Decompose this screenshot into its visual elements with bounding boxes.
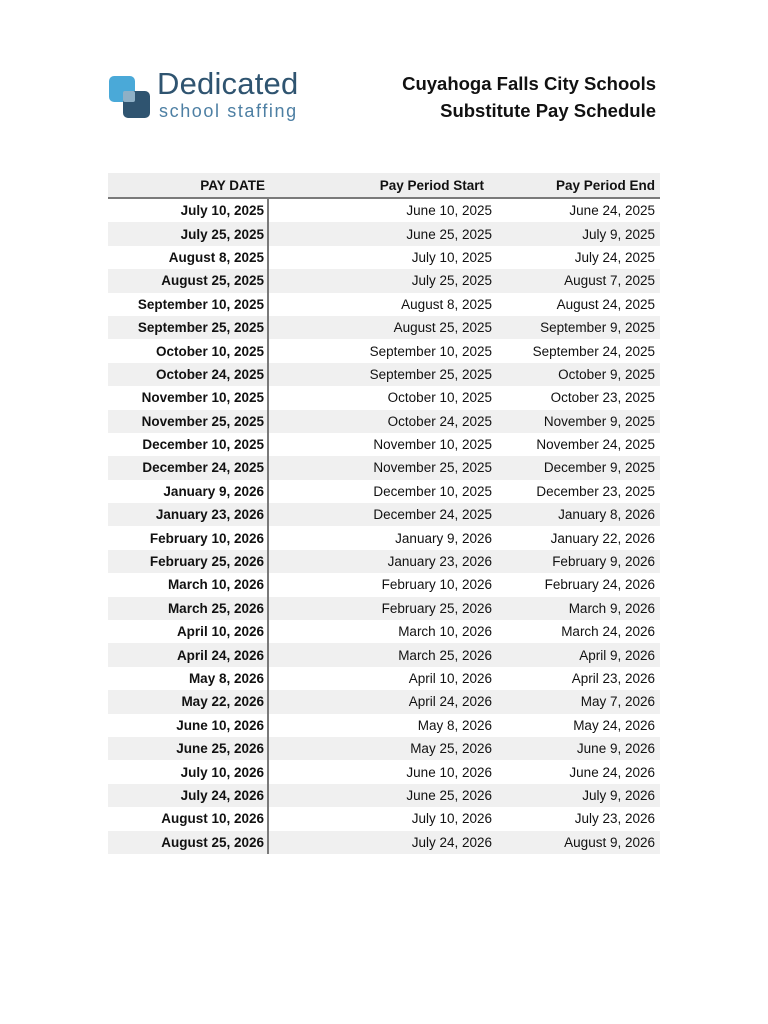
cell-pay-period-end: April 23, 2026 xyxy=(571,671,655,686)
table-header-row xyxy=(108,173,660,199)
table-row xyxy=(108,620,660,643)
cell-pay-period-start: January 9, 2026 xyxy=(395,530,492,546)
cell-pay-period-start: June 25, 2026 xyxy=(406,787,492,803)
cell-pay-date: June 10, 2026 xyxy=(108,714,269,737)
cell-pay-period-end: September 24, 2025 xyxy=(532,343,655,359)
cell-pay-period-start: February 25, 2026 xyxy=(381,600,492,616)
cell-pay-period-end: February 9, 2026 xyxy=(552,554,655,570)
cell-pay-date: February 10, 2026 xyxy=(108,526,269,549)
cell-pay-period-start: June 25, 2025 xyxy=(406,226,492,242)
cell-pay-date: December 24, 2025 xyxy=(108,456,269,479)
cell-pay-period-start: July 10, 2025 xyxy=(411,249,492,265)
table-row xyxy=(108,503,660,526)
cell-pay-period-end: July 9, 2025 xyxy=(582,226,655,242)
company-logo xyxy=(108,66,338,128)
table-row xyxy=(108,573,660,596)
table-row xyxy=(108,643,660,666)
cell-pay-date: August 10, 2026 xyxy=(108,807,269,830)
cell-pay-date: October 10, 2025 xyxy=(108,339,269,362)
cell-pay-period-start: August 8, 2025 xyxy=(401,296,492,312)
cell-pay-period-start: June 10, 2025 xyxy=(406,203,492,219)
table-row xyxy=(108,269,660,292)
table-row xyxy=(108,316,660,339)
cell-pay-period-end: May 24, 2026 xyxy=(573,717,655,733)
table-row xyxy=(108,831,660,854)
cell-pay-period-start: June 10, 2026 xyxy=(406,764,492,780)
cell-pay-period-start: March 10, 2026 xyxy=(398,624,492,640)
cell-pay-date: July 10, 2025 xyxy=(108,199,269,222)
table-row xyxy=(108,597,660,620)
cell-pay-period-start: September 10, 2025 xyxy=(369,343,492,359)
cell-pay-date: September 25, 2025 xyxy=(108,316,269,339)
cell-pay-period-end: October 9, 2025 xyxy=(558,366,655,382)
cell-pay-date: May 8, 2026 xyxy=(108,667,269,690)
cell-pay-period-end: July 23, 2026 xyxy=(574,811,655,827)
table-row xyxy=(108,199,660,222)
table-row xyxy=(108,293,660,316)
cell-pay-period-start: October 24, 2025 xyxy=(387,413,492,429)
cell-pay-date: October 24, 2025 xyxy=(108,363,269,386)
cell-pay-period-start: September 25, 2025 xyxy=(369,366,492,382)
table-row xyxy=(108,690,660,713)
cell-pay-date: March 10, 2026 xyxy=(108,573,269,596)
table-row xyxy=(108,550,660,573)
cell-pay-date: April 10, 2026 xyxy=(108,620,269,643)
cell-pay-date: July 24, 2026 xyxy=(108,784,269,807)
cell-pay-period-end: July 24, 2025 xyxy=(574,249,655,265)
cell-pay-period-start: December 24, 2025 xyxy=(373,507,492,523)
cell-pay-period-start: December 10, 2025 xyxy=(373,483,492,499)
table-row xyxy=(108,737,660,760)
cell-pay-period-end: November 24, 2025 xyxy=(536,437,655,453)
table-row xyxy=(108,760,660,783)
cell-pay-period-start: November 10, 2025 xyxy=(373,437,492,453)
cell-pay-date: August 25, 2026 xyxy=(108,831,269,854)
cell-pay-period-start: November 25, 2025 xyxy=(373,460,492,476)
cell-pay-date: July 10, 2026 xyxy=(108,760,269,783)
table-row xyxy=(108,714,660,737)
cell-pay-period-end: August 9, 2026 xyxy=(564,834,655,850)
document-title-line-1: Cuyahoga Falls City Schools xyxy=(402,73,656,94)
cell-pay-date: November 25, 2025 xyxy=(108,410,269,433)
cell-pay-date: May 22, 2026 xyxy=(108,690,269,713)
logo-mark-icon xyxy=(108,74,152,120)
cell-pay-period-end: May 7, 2026 xyxy=(580,694,655,710)
cell-pay-date: April 24, 2026 xyxy=(108,643,269,666)
cell-pay-period-end: December 23, 2025 xyxy=(536,483,655,499)
table-row xyxy=(108,667,660,690)
cell-pay-date: January 9, 2026 xyxy=(108,480,269,503)
logo-wordmark-main: Dedicated xyxy=(157,66,299,101)
table-row xyxy=(108,386,660,409)
cell-pay-date: November 10, 2025 xyxy=(108,386,269,409)
logo-square-mid xyxy=(123,91,135,102)
cell-pay-date: September 10, 2025 xyxy=(108,293,269,316)
cell-pay-period-end: March 9, 2026 xyxy=(568,600,655,616)
cell-pay-period-end: November 9, 2025 xyxy=(543,413,655,429)
header-pay-date: PAY DATE xyxy=(200,177,265,193)
cell-pay-period-start: April 24, 2026 xyxy=(408,694,492,710)
cell-pay-date: January 23, 2026 xyxy=(108,503,269,526)
table-row xyxy=(108,339,660,362)
header-pay-period-end: Pay Period End xyxy=(555,177,655,193)
logo-wordmark-sub: school staffing xyxy=(159,101,298,121)
table-row xyxy=(108,433,660,456)
cell-pay-date: July 25, 2025 xyxy=(108,222,269,245)
cell-pay-period-end: August 7, 2025 xyxy=(564,273,655,289)
cell-pay-date: August 25, 2025 xyxy=(108,269,269,292)
cell-pay-period-end: March 24, 2026 xyxy=(561,624,655,640)
cell-pay-period-start: April 10, 2026 xyxy=(408,671,492,686)
table-row xyxy=(108,480,660,503)
cell-pay-period-end: December 9, 2025 xyxy=(543,460,655,476)
table-row xyxy=(108,526,660,549)
table-row xyxy=(108,784,660,807)
cell-pay-date: February 25, 2026 xyxy=(108,550,269,573)
document-title-line-2: Substitute Pay Schedule xyxy=(440,100,656,121)
cell-pay-period-end: July 9, 2026 xyxy=(582,787,655,803)
cell-pay-period-end: February 24, 2026 xyxy=(544,577,655,593)
table-row xyxy=(108,222,660,245)
cell-pay-date: December 10, 2025 xyxy=(108,433,269,456)
cell-pay-period-start: January 23, 2026 xyxy=(387,554,492,570)
cell-pay-date: March 25, 2026 xyxy=(108,597,269,620)
pay-schedule-table xyxy=(108,173,660,854)
cell-pay-date: August 8, 2025 xyxy=(108,246,269,269)
table-row xyxy=(108,807,660,830)
cell-pay-period-start: February 10, 2026 xyxy=(381,577,492,593)
header-pay-period-start: Pay Period Start xyxy=(379,177,484,193)
table-body xyxy=(108,199,660,854)
cell-pay-period-start: March 25, 2026 xyxy=(398,647,492,663)
cell-pay-period-end: September 9, 2025 xyxy=(540,320,655,336)
table-row xyxy=(108,410,660,433)
cell-pay-period-end: October 23, 2025 xyxy=(550,390,655,406)
cell-pay-period-end: January 22, 2026 xyxy=(550,530,655,546)
cell-pay-period-end: June 24, 2026 xyxy=(569,764,655,780)
cell-pay-period-start: October 10, 2025 xyxy=(387,390,492,406)
cell-pay-period-start: August 25, 2025 xyxy=(393,320,492,336)
cell-pay-period-start: May 25, 2026 xyxy=(410,741,492,757)
cell-pay-date: June 25, 2026 xyxy=(108,737,269,760)
cell-pay-period-end: April 9, 2026 xyxy=(579,647,655,663)
cell-pay-period-start: July 24, 2026 xyxy=(411,834,492,850)
cell-pay-period-end: June 9, 2026 xyxy=(576,741,655,757)
cell-pay-period-end: August 24, 2025 xyxy=(556,296,655,312)
table-row xyxy=(108,363,660,386)
cell-pay-period-end: January 8, 2026 xyxy=(558,507,655,523)
table-row xyxy=(108,456,660,479)
cell-pay-period-start: July 10, 2026 xyxy=(411,811,492,827)
document-title xyxy=(402,70,656,124)
cell-pay-period-start: July 25, 2025 xyxy=(411,273,492,289)
table-row xyxy=(108,246,660,269)
cell-pay-period-start: May 8, 2026 xyxy=(417,717,492,733)
cell-pay-period-end: June 24, 2025 xyxy=(569,203,655,219)
